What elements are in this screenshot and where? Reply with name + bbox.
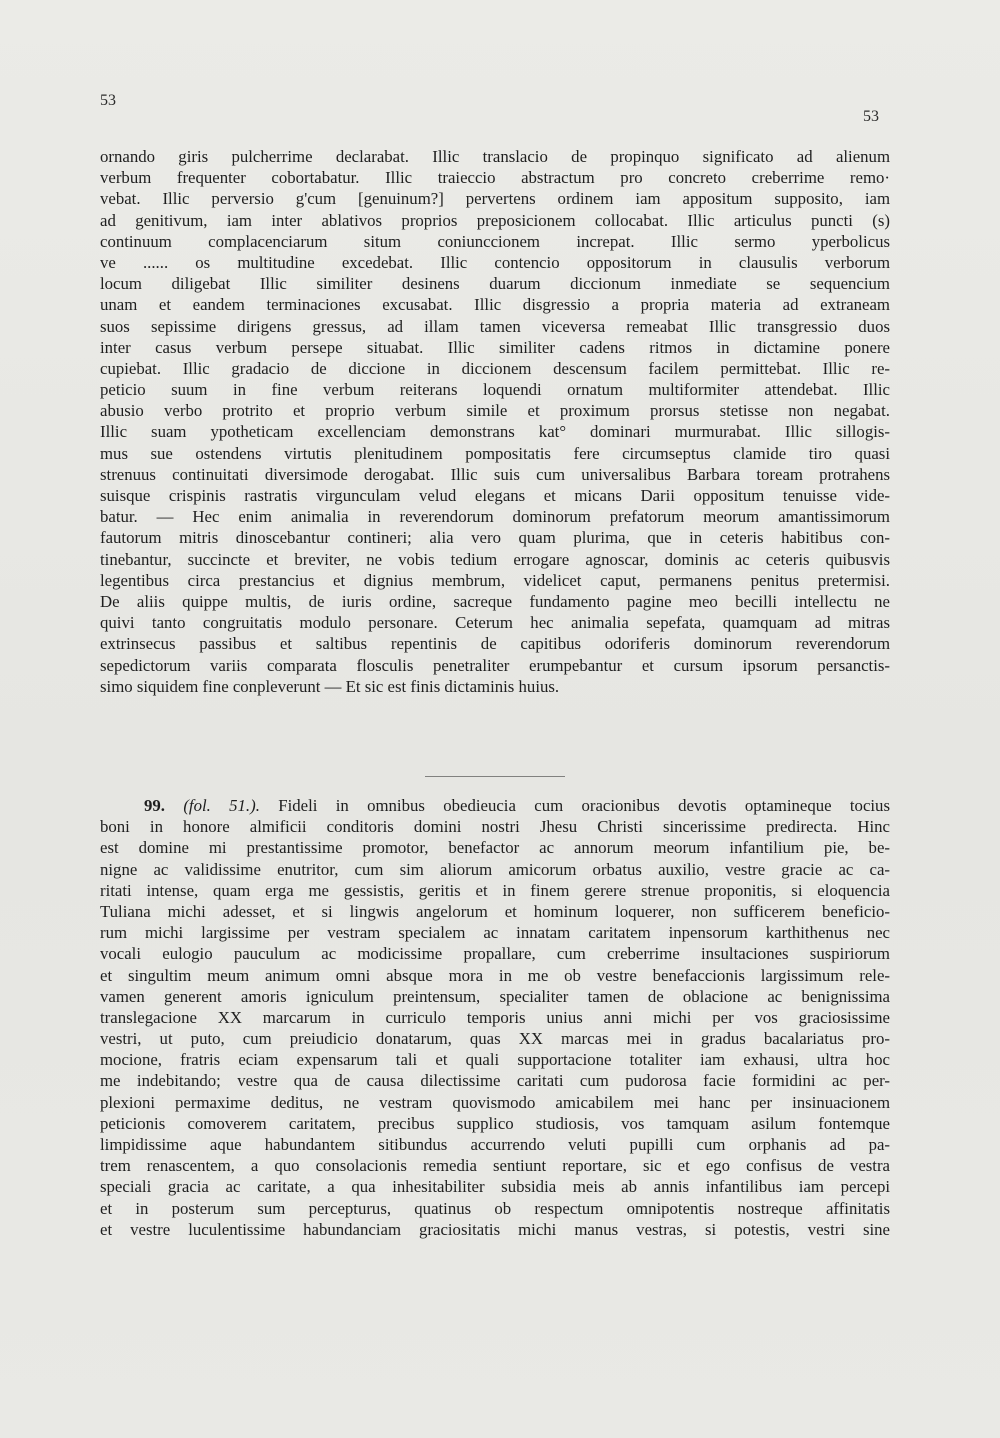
text-line: est domine mi prestantissime promotor, benefactor ac annorum meorum infantilium pie, be- xyxy=(100,838,890,858)
text-line: continuum complacenciarum situm coniunccionem increpat. Illic sermo yperbolicus xyxy=(100,231,890,251)
text-line: abusio verbo protrito et proprio verbum simile et proximum prorsus stetisse non negabat. xyxy=(100,401,890,421)
text-line: suisque crispinis rastratis virgunculam velud elegans et micans Darii oppositum tenuisse vide- xyxy=(100,486,890,505)
text-line: translegacione XX marcarum in curriculo temporis unius anni michi per vos graciosissime xyxy=(100,1007,890,1027)
text-line: nigne ac validissime enutritor, cum sim aliorum amicorum orbatus auxilio, vestre gracie ac ca- xyxy=(100,859,890,879)
text-line: ve ...... os multitudine excedebat. Illic contencio oppositorum in clausulis verborum xyxy=(100,252,890,272)
text-line: fautorum mitris dinoscebantur contineri; alia vero quam plurima, que in ceteris habitibus con- xyxy=(100,528,890,548)
text-line: sepedictorum variis comparata flosculis penetraliter erumpebantur et cursum ipsorum persanctis- xyxy=(100,655,890,675)
section-divider xyxy=(425,776,565,777)
text-line: simo siquidem fine conpleverunt — Et sic est finis dictaminis huius. xyxy=(100,676,560,696)
text-line: quivi tanto congruitatis modulo personare. Ceterum hec animalia sepefata, quamquam ad mitras xyxy=(100,613,890,633)
text-line: plexioni permaxime deditus, ne vestram quovismodo amicabilem mei hanc per insinuacionem xyxy=(100,1092,890,1112)
text-line: trem renascentem, a quo consolacionis remedia sentiunt reportare, sic et ego confisus de vestra xyxy=(100,1156,890,1176)
text-line: Illic suam ypotheticam excellenciam demonstrans kat° dominari murmurabat. Illic sillogis- xyxy=(100,422,890,442)
text-line: extrinsecus passibus et saltibus repentinis de capitibus odoriferis dominorum reverendorum xyxy=(100,634,890,654)
text-line: et in posterum sum percepturus, quatinus ob respectum omnipotentis nostreque affinitatis xyxy=(100,1198,890,1218)
text-line: vamen generent amoris igniculum preintensum, specialiter tamen de oblacione ac benignissima xyxy=(100,986,890,1006)
text-line: cupiebat. Illic gradacio de diccione in diccionem descensum facilem permittebat. Illic re- xyxy=(100,358,890,378)
text-line: mocione, fratris eciam expensarum tali et quali supportacione totaliter iam exhausi, ultra hoc xyxy=(100,1050,890,1070)
text-line: Tuliana michi adesset, et si lingwis angelorum et hominum loquerer, non sufficerem beneficio- xyxy=(100,901,890,921)
text-line: legentibus circa prestancius et dignius membrum, videlicet caput, permanens penitus pretermisi. xyxy=(100,570,890,590)
text-line: et vestre luculentissime habundanciam graciositatis michi manus vestras, si potestis, vestri sine xyxy=(100,1219,890,1239)
text-line: vestri, ut puto, cum preiudicio donatarum, quas XX marcas mei in gradus bacalariatus pro- xyxy=(100,1029,890,1049)
text-line: suos sepissime dirigens gressus, ad illam tamen viceversa remeabat Illic transgressio duos xyxy=(100,316,890,336)
page-number-right: 53 xyxy=(863,108,879,125)
text-line: vebat. Illic perversio g'cum [genuinum?] pervertens ordinem iam appositum supposito, iam xyxy=(100,189,890,209)
text-line: tinebantur, succincte et breviter, ne vobis tedium errogare agnoscar, dominis ac ceteris quibusvis xyxy=(100,549,890,569)
text-section-2 xyxy=(100,795,890,1240)
text-section-1 xyxy=(100,146,890,697)
text-line: ad genitivum, iam inter ablativos proprios preposicionem collocabat. Illic articulus puncti (s) xyxy=(100,210,890,230)
entry-first-line xyxy=(100,795,890,816)
text-line: et singultim meum animum omni absque mora in me ob vestre benefaccionis largissimum rele- xyxy=(100,965,890,985)
text-line: rum michi largissime per vestram specialem ac innatam caritatem inpensorum karthithenus nec xyxy=(100,923,890,943)
entry-first-line-text: Fideli in omnibus obedieucia cum oracionibus devotis optamineque tocius xyxy=(278,796,890,815)
text-line: peticionis comoverem caritatem, precibus supplico studiosis, vos tamquam asilum fontemque xyxy=(100,1113,890,1133)
text-line: speciali gracia ac caritate, a qua inhesitabiliter subsidia meis ab annis infantilibus iam percepi xyxy=(100,1177,890,1197)
text-line: De aliis quippe multis, de iuris ordine, sacreque fundamento pagine meo becilli intellectu ne xyxy=(100,591,890,611)
folio-reference: (fol. 51.). xyxy=(183,796,260,815)
entry-number: 99. xyxy=(144,796,165,815)
text-line: locum diligebat Illic similiter desinens duarum diccionum inmediate se sequencium xyxy=(100,274,890,294)
text-line: limpidissime aque habundantem sitibundus accurrendo veluti pupilli cum orphanis ad pa- xyxy=(100,1135,890,1154)
text-line: ornando giris pulcherrime declarabat. Illic translacio de propinquo significato ad alienum xyxy=(100,147,890,166)
text-line: unam et eandem terminaciones excusabat. Illic disgressio a propria materia ad extraneam xyxy=(100,295,890,315)
text-line: ritati intense, quam erga me gessistis, geritis et in finem gerere strenue proponitis, si eloquencia xyxy=(100,880,890,900)
text-line: batur. — Hec enim animalia in reverendorum dominorum prefatorum meorum amantissimorum xyxy=(100,507,890,527)
text-line: verbum frequenter cobortabatur. Illic traieccio abstractum pro concreto creberrime remo· xyxy=(100,168,890,188)
text-line: vocali eulogio pauculum ac modicissime propallare, cum creberrime insultaciones suspiriorum xyxy=(100,944,890,964)
text-line: strenuus continuitati diversimode derogabat. Illic suis cum universalibus Barbara toream protrahens xyxy=(100,464,890,484)
text-line: peticio suum in fine verbum reiterans loquendi ornatum multiformiter attendebat. Illic xyxy=(100,380,890,400)
text-line: me indebitando; vestre qua de causa dilectissime caritati cum pudorosa facie formidini ac per- xyxy=(100,1071,890,1091)
text-line: mus sue ostendens virtutis plenitudinem pompositatis fere circumseptus clamide tiro quasi xyxy=(100,443,890,463)
text-line: boni in honore almificii conditoris domini nostri Jhesu Christi sincerissime predirecta. Hinc xyxy=(100,817,890,837)
page-number-left: 53 xyxy=(100,92,116,109)
text-line: inter casus verbum persepe situabat. Illic similiter cadens ritmos in dictamine ponere xyxy=(100,337,890,357)
